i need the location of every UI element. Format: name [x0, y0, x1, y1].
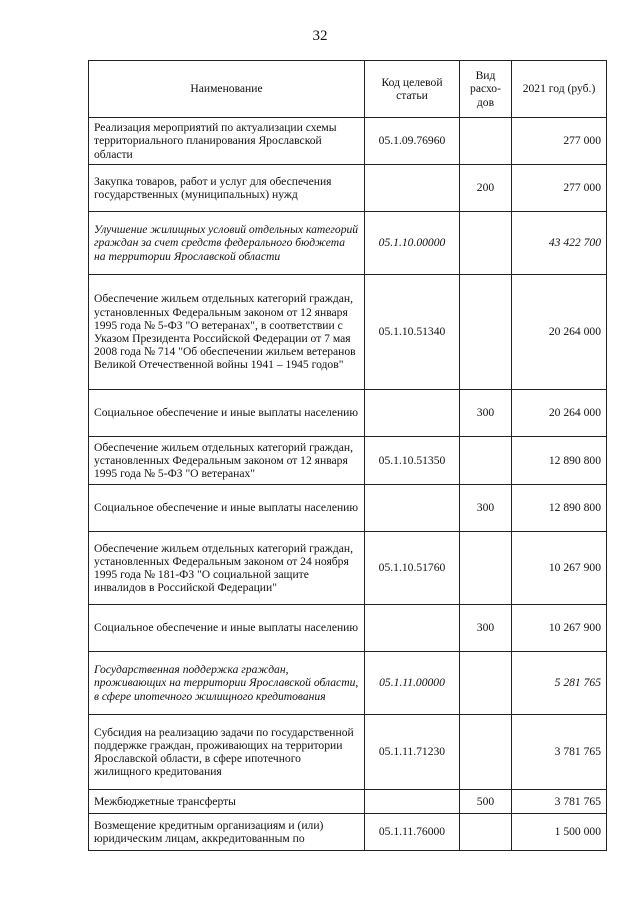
- row-code: 05.1.10.51760: [365, 532, 460, 605]
- row-name: Социальное обеспечение и иные выплаты населению: [89, 390, 365, 437]
- table-row: [89, 485, 607, 532]
- row-name: Межбюджетные трансферты: [89, 790, 365, 814]
- row-name: Социальное обеспечение и иные выплаты населению: [89, 485, 365, 532]
- page-number: 32: [312, 28, 328, 44]
- row-kind: 500: [460, 790, 512, 814]
- row-code: [365, 790, 460, 814]
- row-name: Возмещение кредитным организациям и (или) юридическим лицам, аккредитованным по: [89, 814, 365, 851]
- row-amount: 43 422 700: [512, 212, 607, 275]
- row-code: [365, 605, 460, 652]
- row-code: 05.1.11.71230: [365, 715, 460, 790]
- row-kind: 300: [460, 605, 512, 652]
- table-row: [89, 605, 607, 652]
- table-row: [89, 790, 607, 814]
- row-amount: 12 890 800: [512, 485, 607, 532]
- table-row: [89, 532, 607, 605]
- row-name: Государственная поддержка граждан, проживающих на территории Ярославской области, в сфере ипотечного жилищного кредитования: [89, 652, 365, 715]
- row-code: 05.1.11.76000: [365, 814, 460, 851]
- table-row: [89, 814, 607, 851]
- row-code: 05.1.09.76960: [365, 118, 460, 165]
- budget-table: [88, 60, 607, 851]
- row-code: [365, 390, 460, 437]
- row-name: Реализация мероприятий по актуализации схемы территориального планирования Ярославской области: [89, 118, 365, 165]
- row-kind: 300: [460, 485, 512, 532]
- row-code: 05.1.10.51340: [365, 275, 460, 390]
- row-amount: 10 267 900: [512, 532, 607, 605]
- row-amount: 277 000: [512, 118, 607, 165]
- row-code: [365, 485, 460, 532]
- row-code: [365, 165, 460, 212]
- row-name: Обеспечение жильем отдельных категорий граждан, установленных Федеральным законом от 24 ноября 1995 года № 181-ФЗ "О социальной защите инвалидов в Российской Федерации": [89, 532, 365, 605]
- table-row: [89, 715, 607, 790]
- row-kind: [460, 652, 512, 715]
- row-amount: 12 890 800: [512, 437, 607, 485]
- row-kind: [460, 275, 512, 390]
- row-kind: [460, 212, 512, 275]
- row-kind: [460, 715, 512, 790]
- row-amount: 5 281 765: [512, 652, 607, 715]
- row-name: Социальное обеспечение и иные выплаты населению: [89, 605, 365, 652]
- table-row: [89, 165, 607, 212]
- row-name: Улучшение жилищных условий отдельных категорий граждан за счет средств федерального бюджета на территории Ярославской области: [89, 212, 365, 275]
- row-name: Обеспечение жильем отдельных категорий граждан, установленных Федеральным законом от 12 января 1995 года № 5-ФЗ "О ветеранах": [89, 437, 365, 485]
- row-kind: 300: [460, 390, 512, 437]
- row-code: 05.1.11.00000: [365, 652, 460, 715]
- row-code: 05.1.10.51350: [365, 437, 460, 485]
- row-code: 05.1.10.00000: [365, 212, 460, 275]
- table-row: [89, 212, 607, 275]
- row-name: Обеспечение жильем отдельных категорий граждан, установленных Федеральным законом от 12 января 1995 года № 5-ФЗ "О ветеранах", в соответствии с Указом Президента Российской Федерации от 7 мая 2008 года № 714 "Об обеспечении жильем ветеранов Великой Отечественной войны 1941 – 1945 годов": [89, 275, 365, 390]
- row-amount: 3 781 765: [512, 790, 607, 814]
- row-kind: [460, 118, 512, 165]
- row-kind: [460, 437, 512, 485]
- table-row: [89, 390, 607, 437]
- header-code: Код целевой статьи: [365, 61, 460, 118]
- row-amount: 10 267 900: [512, 605, 607, 652]
- row-kind: [460, 814, 512, 851]
- table-row: [89, 437, 607, 485]
- table-row: [89, 652, 607, 715]
- table-row: [89, 275, 607, 390]
- row-amount: 20 264 000: [512, 275, 607, 390]
- row-name: Субсидия на реализацию задачи по государственной поддержке граждан, проживающих на территории Ярославской области, в сфере ипотечного жилищного кредитования: [89, 715, 365, 790]
- header-name: Наименование: [89, 61, 365, 118]
- row-kind: [460, 532, 512, 605]
- row-amount: 3 781 765: [512, 715, 607, 790]
- row-amount: 277 000: [512, 165, 607, 212]
- header-amount: 2021 год (руб.): [512, 61, 607, 118]
- row-kind: 200: [460, 165, 512, 212]
- table-row: [89, 118, 607, 165]
- row-name: Закупка товаров, работ и услуг для обеспечения государственных (муниципальных) нужд: [89, 165, 365, 212]
- row-amount: 1 500 000: [512, 814, 607, 851]
- row-amount: 20 264 000: [512, 390, 607, 437]
- table-header-row: [89, 61, 607, 118]
- header-kind: Вид расхо-дов: [460, 61, 512, 118]
